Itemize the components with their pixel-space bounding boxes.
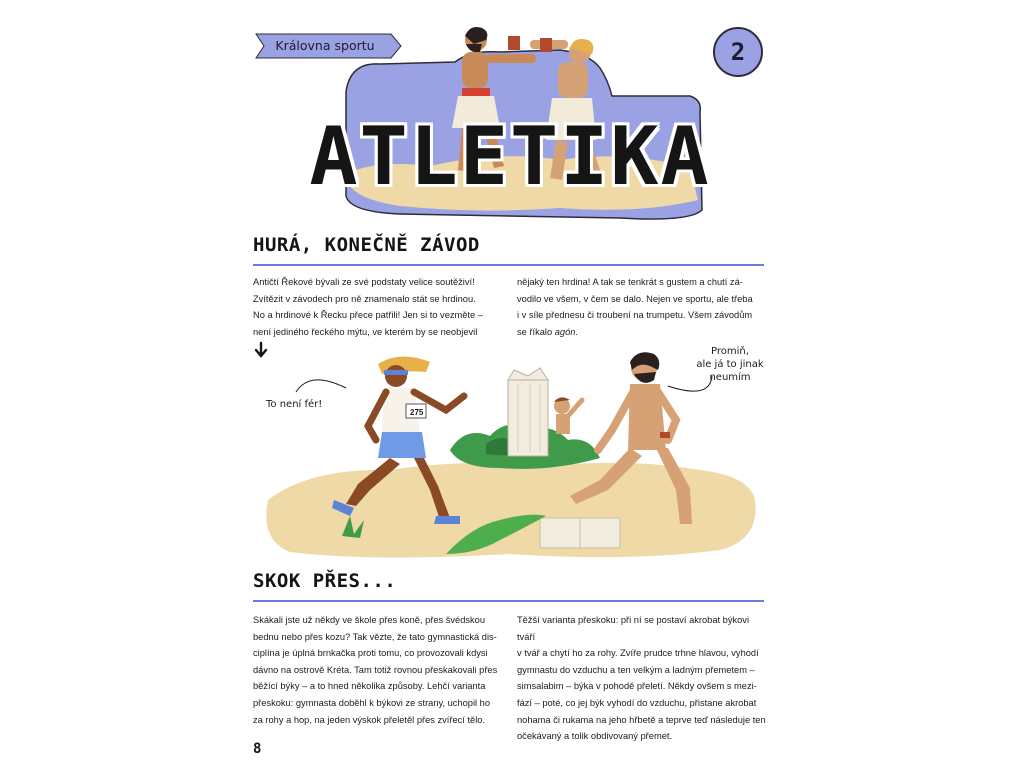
text-line: Skákali jste už někdy ve škole přes koně, přes švédskou xyxy=(253,615,486,625)
race-illustration xyxy=(250,340,765,565)
text-line: Antičtí Řekové bývali ze své podstaty velice soutěživí! xyxy=(253,277,475,287)
text-line: gymnastu do vzduchu a ten velkým a ladným přemetem – xyxy=(517,664,755,675)
text-line: bednu nebo přes kozu? Tak vězte, že tato gymnastická dis- xyxy=(253,631,497,642)
runner-bib-number: 275 xyxy=(410,408,424,417)
text-line: za rohy a hop, na jeden výskok přeletěl přes zvířecí tělo. xyxy=(253,714,486,725)
text-line: No a hrdinové k Řecku přece patřili! Jen si to vezměte – xyxy=(253,310,483,321)
section-divider xyxy=(253,600,764,602)
text-line: vodilo ve všem, v čem se dalo. Nejen ve sportu, ale třeba xyxy=(517,293,753,304)
stone-blocks xyxy=(540,518,620,548)
italic-term: agón xyxy=(554,326,576,337)
text-line xyxy=(517,324,764,341)
text-segment: . xyxy=(575,326,579,337)
text-line: i v síle přednesu či troubení na trumpetu. Všem závodům xyxy=(517,310,753,321)
bubble-line: ale já to jinak xyxy=(696,359,764,370)
bubble-line: neumím xyxy=(709,372,751,383)
ribbon-label: Královna sportu xyxy=(275,38,375,53)
text-line: v tvář a chytí ho za rohy. Zvíře prudce trhne hlavou, vyhodí xyxy=(517,648,759,659)
section-heading-race: HURÁ, KONEČNĚ ZÁVOD xyxy=(253,234,480,256)
text-column-right xyxy=(517,274,764,340)
text-line: nějaký ten hrdina! A tak se tenkrát s gustem a chutí zá- xyxy=(517,277,743,287)
text-line: simsalabim – býka v pohodě přeletí. Někdy ovšem s mezi- xyxy=(517,681,757,692)
text-line: běžící býky – a to hned několika způsoby. Lehčí varianta xyxy=(253,681,486,692)
section-heading-jump: SKOK PŘES... xyxy=(253,570,397,592)
text-line: není jediného řeckého mýtu, ve kterém by se neobjevil xyxy=(253,326,478,337)
text-line: očekávaný a tolik obdivovaný přemet. xyxy=(517,731,673,742)
chapter-number-badge: 2 xyxy=(713,27,763,77)
speech-line-left xyxy=(296,380,346,392)
page-title: ATLETIKA xyxy=(309,110,711,203)
text-column-left xyxy=(253,274,500,340)
chapter-ribbon xyxy=(255,33,403,59)
text-line: nohama či rukama na jeho hřbetě a teprve teď následuje ten xyxy=(517,714,766,725)
text-column-right xyxy=(517,612,767,745)
speech-bubble-right xyxy=(690,345,770,384)
speech-bubble-left: To není fér! xyxy=(266,399,323,410)
text-segment: se říkalo xyxy=(517,326,553,337)
page-number: 8 xyxy=(253,741,262,757)
section-divider xyxy=(253,264,764,266)
scene-column-ruin xyxy=(508,368,548,456)
text-line: přeskoku: gymnasta doběhl k býkovi ze strany, uchopil ho xyxy=(253,697,491,708)
text-line: Těžší varianta přeskoku: při ní se postaví akrobat býkovi tváří xyxy=(517,615,750,642)
peeking-boy xyxy=(554,397,582,434)
text-column-left xyxy=(253,612,500,728)
text-line: dávno na ostrově Kréta. Tam totiž rovnou přeskakovali přes xyxy=(253,664,498,675)
text-line: Zvítězit v závodech pro ně znamenalo stát se hrdinou. xyxy=(253,293,476,304)
bubble-line: Promiň, xyxy=(711,346,749,357)
text-line: fází – poté, co jej býk vyhodí do vzduchu, přistane akrobat xyxy=(517,697,757,708)
text-line: ciplína je úplná brnkačka proti tomu, co provozovali kdysi xyxy=(253,648,488,659)
